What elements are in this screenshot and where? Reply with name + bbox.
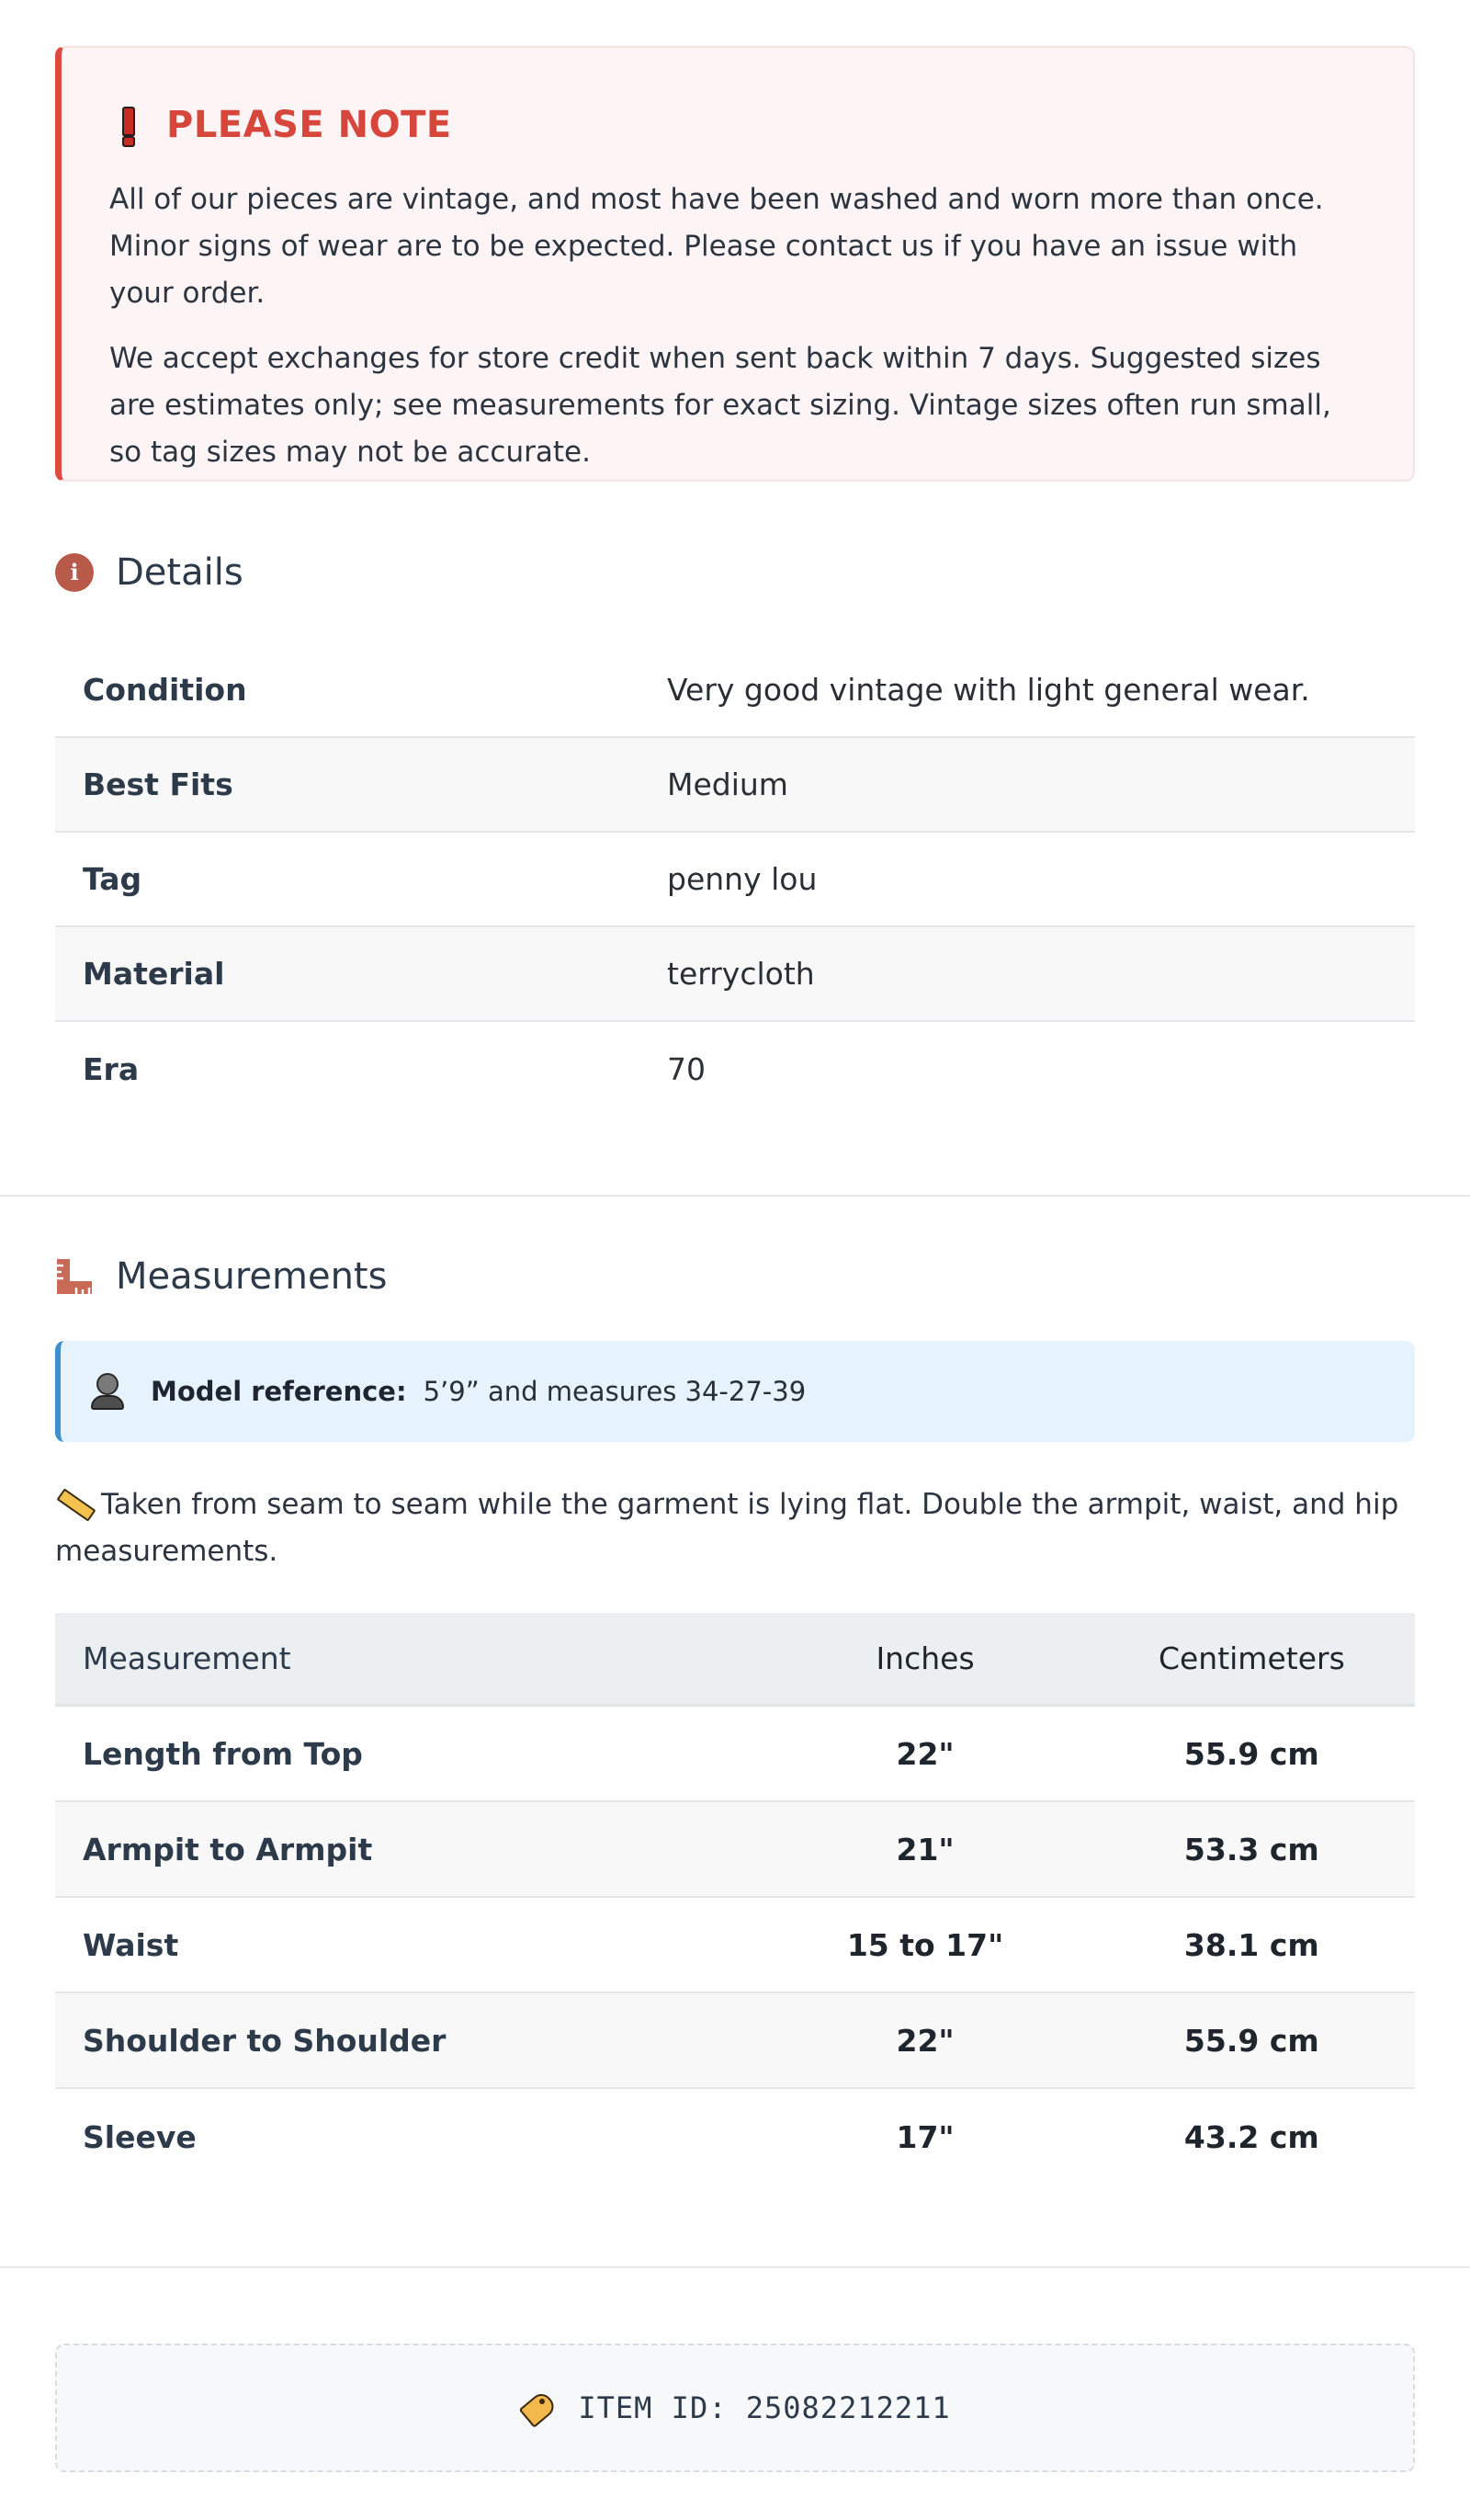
details-title: Details bbox=[116, 551, 243, 594]
section-divider bbox=[0, 2266, 1470, 2268]
notice-paragraph-1: All of our pieces are vintage, and most have been washed and worn more than once. Minor signs of wear are to be expected. Please contact us if you have an issue with your order. bbox=[109, 183, 1324, 310]
measurement-cm: 55.9 cm bbox=[1183, 1735, 1319, 1772]
notice-box bbox=[55, 46, 1415, 482]
measurement-name: Armpit to Armpit bbox=[83, 1831, 373, 1867]
measurement-cm: 38.1 cm bbox=[1183, 1926, 1319, 1963]
details-value: 70 bbox=[667, 1051, 706, 1087]
measurements-table bbox=[55, 1613, 1415, 2185]
column-header: Centimeters bbox=[1158, 1640, 1345, 1676]
details-value: terrycloth bbox=[667, 956, 815, 992]
measurements-title: Measurements bbox=[116, 1255, 388, 1298]
table-header-row bbox=[55, 1613, 1415, 1707]
details-row bbox=[55, 643, 1415, 738]
details-value: Very good vintage with light general wear. bbox=[667, 672, 1310, 708]
ruler-icon bbox=[55, 1257, 94, 1296]
measurement-name: Shoulder to Shoulder bbox=[83, 2022, 447, 2059]
measurement-inches: 21" bbox=[896, 1831, 955, 1867]
item-id-box bbox=[55, 2344, 1415, 2472]
details-header bbox=[55, 545, 1415, 600]
details-row bbox=[55, 1022, 1415, 1117]
tag-icon bbox=[519, 2389, 556, 2426]
details-value: Medium bbox=[667, 766, 788, 802]
details-table bbox=[55, 643, 1415, 1117]
measurement-cm: 55.9 cm bbox=[1183, 2022, 1319, 2059]
table-row bbox=[55, 2089, 1415, 2185]
table-row bbox=[55, 1898, 1415, 1993]
details-label: Material bbox=[83, 956, 225, 992]
table-row bbox=[55, 1707, 1415, 1802]
details-label: Era bbox=[83, 1051, 140, 1087]
details-label: Best Fits bbox=[83, 766, 233, 802]
notice-paragraph-2: We accept exchanges for store credit when sent back within 7 days. Suggested sizes are estimates only; see measurements for exact sizing. Vintage sizes often run small, so tag sizes may not be accurate. bbox=[109, 342, 1331, 469]
measurement-inches: 22" bbox=[896, 1735, 955, 1772]
exclamation-icon bbox=[109, 105, 146, 145]
model-reference bbox=[55, 1341, 1415, 1442]
measurements-header bbox=[55, 1249, 1415, 1304]
table-row bbox=[55, 1993, 1415, 2089]
measurement-inches: 22" bbox=[896, 2022, 955, 2059]
column-header: Measurement bbox=[83, 1640, 291, 1676]
details-label: Tag bbox=[83, 861, 142, 897]
person-icon bbox=[90, 1371, 125, 1412]
measurement-name: Waist bbox=[83, 1926, 179, 1963]
details-value: penny lou bbox=[667, 861, 818, 897]
measurement-inches: 15 to 17" bbox=[846, 1926, 1004, 1963]
column-header: Inches bbox=[876, 1640, 975, 1676]
measurement-cm: 43.2 cm bbox=[1183, 2118, 1319, 2155]
details-row bbox=[55, 927, 1415, 1022]
measurement-cm: 53.3 cm bbox=[1183, 1831, 1319, 1867]
measurement-name: Length from Top bbox=[83, 1735, 363, 1772]
section-divider bbox=[0, 1195, 1470, 1197]
notice-title: PLEASE NOTE bbox=[166, 104, 452, 146]
details-row bbox=[55, 833, 1415, 927]
notice-header bbox=[109, 99, 1365, 151]
measurement-inches: 17" bbox=[896, 2118, 955, 2155]
details-row bbox=[55, 738, 1415, 833]
info-icon: i bbox=[55, 553, 94, 592]
straight-ruler-icon bbox=[55, 1490, 92, 1517]
measurement-note-text: Taken from seam to seam while the garment is lying flat. Double the armpit, waist, and hip measurements. bbox=[55, 1488, 1399, 1568]
table-row bbox=[55, 1802, 1415, 1898]
details-label: Condition bbox=[83, 672, 247, 708]
measurement-name: Sleeve bbox=[83, 2118, 197, 2155]
item-id-label: ITEM ID: 25082212211 bbox=[578, 2390, 951, 2425]
model-reference-label: Model reference: bbox=[151, 1376, 407, 1407]
measurement-note bbox=[55, 1481, 1415, 1575]
model-reference-value: 5’9” and measures 34-27-39 bbox=[423, 1376, 807, 1407]
